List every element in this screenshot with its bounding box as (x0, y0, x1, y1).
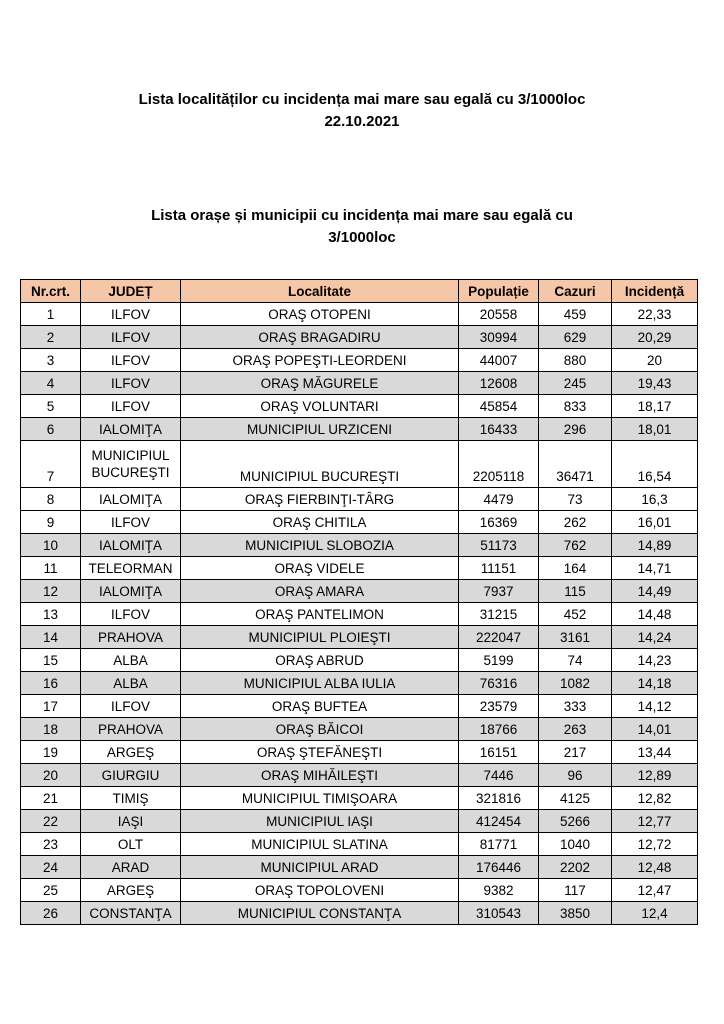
cell-localitate: MUNICIPIUL IAŞI (181, 810, 459, 833)
table-row (21, 672, 698, 695)
cell-judet: ILFOV (81, 695, 181, 718)
cell-judet: CONSTANŢA (81, 902, 181, 925)
cell-judet: ALBA (81, 672, 181, 695)
cell-nr: 24 (21, 856, 81, 879)
table-row (21, 695, 698, 718)
cell-cazuri: 245 (539, 372, 612, 395)
cell-judet: IALOMIŢA (81, 534, 181, 557)
cell-judet: PRAHOVA (81, 626, 181, 649)
table-row (21, 649, 698, 672)
cell-localitate: MUNICIPIUL BUCUREŞTI (181, 441, 459, 488)
cell-nr: 4 (21, 372, 81, 395)
cell-populatie: 310543 (459, 902, 539, 925)
cell-localitate: MUNICIPIUL PLOIEŞTI (181, 626, 459, 649)
cell-incidenta: 12,4 (612, 902, 698, 925)
cell-cazuri: 762 (539, 534, 612, 557)
cell-nr: 2 (21, 326, 81, 349)
cell-cazuri: 96 (539, 764, 612, 787)
cell-cazuri: 262 (539, 511, 612, 534)
cell-populatie: 30994 (459, 326, 539, 349)
cell-localitate: ORAŞ PANTELIMON (181, 603, 459, 626)
table-row (21, 326, 698, 349)
cell-nr: 6 (21, 418, 81, 441)
cell-nr: 25 (21, 879, 81, 902)
cell-incidenta: 14,18 (612, 672, 698, 695)
cell-incidenta: 16,54 (612, 441, 698, 488)
cell-incidenta: 19,43 (612, 372, 698, 395)
cell-incidenta: 14,48 (612, 603, 698, 626)
cell-cazuri: 36471 (539, 441, 612, 488)
cell-nr: 26 (21, 902, 81, 925)
table-row (21, 833, 698, 856)
cell-judet: ARGEŞ (81, 741, 181, 764)
table-row (21, 810, 698, 833)
table-row (21, 718, 698, 741)
subtitle-line-2: 3/1000loc (328, 229, 396, 246)
cell-cazuri: 117 (539, 879, 612, 902)
cell-cazuri: 333 (539, 695, 612, 718)
cell-incidenta: 12,82 (612, 787, 698, 810)
cell-nr: 15 (21, 649, 81, 672)
header-nr: Nr.crt. (21, 280, 81, 303)
cell-populatie: 7446 (459, 764, 539, 787)
cell-localitate: MUNICIPIUL CONSTANŢA (181, 902, 459, 925)
cell-incidenta: 12,47 (612, 879, 698, 902)
cell-incidenta: 16,01 (612, 511, 698, 534)
cell-judet: ARAD (81, 856, 181, 879)
cell-incidenta: 18,17 (612, 395, 698, 418)
cell-nr: 10 (21, 534, 81, 557)
cell-populatie: 31215 (459, 603, 539, 626)
cell-localitate: MUNICIPIUL URZICENI (181, 418, 459, 441)
cell-nr: 5 (21, 395, 81, 418)
cell-cazuri: 3850 (539, 902, 612, 925)
table-subtitle (0, 205, 724, 249)
cell-localitate: ORAŞ ABRUD (181, 649, 459, 672)
title-main: Lista localităților cu incidența mai mare sau egală cu 3/1000loc (138, 91, 586, 108)
header-populatie: Populație (459, 280, 539, 303)
cell-nr: 14 (21, 626, 81, 649)
cell-incidenta: 14,24 (612, 626, 698, 649)
cell-incidenta: 14,89 (612, 534, 698, 557)
cell-populatie: 9382 (459, 879, 539, 902)
cell-judet: ILFOV (81, 372, 181, 395)
cell-localitate: ORAŞ VIDELE (181, 557, 459, 580)
cell-populatie: 44007 (459, 349, 539, 372)
cell-incidenta: 12,72 (612, 833, 698, 856)
cell-incidenta: 14,49 (612, 580, 698, 603)
cell-cazuri: 4125 (539, 787, 612, 810)
table-row (21, 488, 698, 511)
cell-cazuri: 833 (539, 395, 612, 418)
cell-judet: GIURGIU (81, 764, 181, 787)
cell-incidenta: 20,29 (612, 326, 698, 349)
cell-cazuri: 73 (539, 488, 612, 511)
cell-cazuri: 296 (539, 418, 612, 441)
cell-localitate: ORAŞ MĂGURELE (181, 372, 459, 395)
cell-incidenta: 22,33 (612, 303, 698, 326)
header-localitate: Localitate (181, 280, 459, 303)
cell-localitate: MUNICIPIUL ARAD (181, 856, 459, 879)
cell-populatie: 4479 (459, 488, 539, 511)
cell-nr: 11 (21, 557, 81, 580)
cell-cazuri: 217 (539, 741, 612, 764)
table-row (21, 511, 698, 534)
cell-incidenta: 12,77 (612, 810, 698, 833)
cell-cazuri: 2202 (539, 856, 612, 879)
cell-populatie: 222047 (459, 626, 539, 649)
table-header-row (21, 280, 698, 303)
cell-cazuri: 880 (539, 349, 612, 372)
cell-localitate: ORAŞ OTOPENI (181, 303, 459, 326)
cell-populatie: 76316 (459, 672, 539, 695)
cell-populatie: 7937 (459, 580, 539, 603)
cell-incidenta: 14,12 (612, 695, 698, 718)
cell-populatie: 321816 (459, 787, 539, 810)
table-row (21, 603, 698, 626)
table-row (21, 626, 698, 649)
cell-cazuri: 3161 (539, 626, 612, 649)
table-row (21, 557, 698, 580)
cell-cazuri: 459 (539, 303, 612, 326)
cell-judet: ARGEŞ (81, 879, 181, 902)
cell-judet: ALBA (81, 649, 181, 672)
table-row (21, 902, 698, 925)
cell-incidenta: 13,44 (612, 741, 698, 764)
table-row (21, 879, 698, 902)
subtitle-line-1: Lista orașe și municipii cu incidența mai mare sau egală cu (151, 207, 573, 224)
cell-incidenta: 12,89 (612, 764, 698, 787)
cell-populatie: 16151 (459, 741, 539, 764)
cell-localitate: MUNICIPIUL TIMIŞOARA (181, 787, 459, 810)
table-row (21, 372, 698, 395)
cell-nr: 18 (21, 718, 81, 741)
cell-localitate: ORAŞ TOPOLOVENI (181, 879, 459, 902)
cell-nr: 3 (21, 349, 81, 372)
table-row (21, 303, 698, 326)
cell-localitate: ORAŞ POPEŞTI-LEORDENI (181, 349, 459, 372)
cell-localitate: ORAŞ ŞTEFĂNEŞTI (181, 741, 459, 764)
cell-nr: 17 (21, 695, 81, 718)
cell-populatie: 5199 (459, 649, 539, 672)
cell-incidenta: 16,3 (612, 488, 698, 511)
cell-incidenta: 14,01 (612, 718, 698, 741)
table-row (21, 349, 698, 372)
cell-localitate: MUNICIPIUL ALBA IULIA (181, 672, 459, 695)
title-date: 22.10.2021 (324, 113, 400, 130)
cell-cazuri: 5266 (539, 810, 612, 833)
cell-nr: 1 (21, 303, 81, 326)
cell-populatie: 45854 (459, 395, 539, 418)
cell-judet: IAŞI (81, 810, 181, 833)
cell-localitate: ORAŞ BUFTEA (181, 695, 459, 718)
cell-populatie: 12608 (459, 372, 539, 395)
cell-nr: 16 (21, 672, 81, 695)
cell-judet: TELEORMAN (81, 557, 181, 580)
cell-populatie: 2205118 (459, 441, 539, 488)
table-row (21, 534, 698, 557)
cell-cazuri: 1082 (539, 672, 612, 695)
cell-localitate: ORAŞ CHITILA (181, 511, 459, 534)
header-cazuri: Cazuri (539, 280, 612, 303)
table-row (21, 418, 698, 441)
table-row (21, 580, 698, 603)
cell-judet: ILFOV (81, 395, 181, 418)
cell-nr: 9 (21, 511, 81, 534)
incidence-table (20, 279, 698, 925)
cell-judet: ILFOV (81, 349, 181, 372)
cell-nr: 12 (21, 580, 81, 603)
cell-incidenta: 14,71 (612, 557, 698, 580)
header-incidenta: Incidență (612, 280, 698, 303)
cell-judet: OLT (81, 833, 181, 856)
cell-localitate: ORAŞ VOLUNTARI (181, 395, 459, 418)
cell-localitate: ORAŞ BĂICOI (181, 718, 459, 741)
cell-cazuri: 263 (539, 718, 612, 741)
cell-nr: 8 (21, 488, 81, 511)
cell-judet: ILFOV (81, 303, 181, 326)
cell-incidenta: 20 (612, 349, 698, 372)
cell-nr: 13 (21, 603, 81, 626)
table-body (21, 303, 698, 925)
cell-cazuri: 74 (539, 649, 612, 672)
cell-cazuri: 1040 (539, 833, 612, 856)
cell-populatie: 16369 (459, 511, 539, 534)
table-row (21, 856, 698, 879)
cell-localitate: MUNICIPIUL SLATINA (181, 833, 459, 856)
cell-populatie: 176446 (459, 856, 539, 879)
cell-judet: TIMIŞ (81, 787, 181, 810)
cell-judet: IALOMIŢA (81, 488, 181, 511)
cell-populatie: 18766 (459, 718, 539, 741)
table-row (21, 395, 698, 418)
cell-cazuri: 115 (539, 580, 612, 603)
cell-populatie: 81771 (459, 833, 539, 856)
cell-populatie: 11151 (459, 557, 539, 580)
cell-incidenta: 14,23 (612, 649, 698, 672)
cell-judet: IALOMIŢA (81, 580, 181, 603)
cell-localitate: ORAŞ MIHĂILEŞTI (181, 764, 459, 787)
table-row (21, 741, 698, 764)
cell-judet: PRAHOVA (81, 718, 181, 741)
table-row (21, 787, 698, 810)
cell-nr: 19 (21, 741, 81, 764)
cell-localitate: ORAŞ AMARA (181, 580, 459, 603)
cell-cazuri: 164 (539, 557, 612, 580)
cell-judet: ILFOV (81, 326, 181, 349)
cell-nr: 7 (21, 441, 81, 488)
cell-populatie: 412454 (459, 810, 539, 833)
cell-cazuri: 629 (539, 326, 612, 349)
document-title (0, 89, 724, 133)
table-row (21, 764, 698, 787)
cell-judet: MUNICIPIUL BUCUREŞTI (81, 441, 181, 488)
cell-localitate: ORAŞ FIERBINŢI-TÂRG (181, 488, 459, 511)
cell-judet: IALOMIŢA (81, 418, 181, 441)
cell-populatie: 23579 (459, 695, 539, 718)
cell-cazuri: 452 (539, 603, 612, 626)
cell-nr: 23 (21, 833, 81, 856)
cell-nr: 21 (21, 787, 81, 810)
cell-nr: 22 (21, 810, 81, 833)
cell-populatie: 16433 (459, 418, 539, 441)
cell-localitate: ORAŞ BRAGADIRU (181, 326, 459, 349)
cell-populatie: 51173 (459, 534, 539, 557)
table-row (21, 441, 698, 488)
cell-judet: ILFOV (81, 511, 181, 534)
header-judet: JUDEȚ (81, 280, 181, 303)
cell-judet: ILFOV (81, 603, 181, 626)
cell-nr: 20 (21, 764, 81, 787)
cell-localitate: MUNICIPIUL SLOBOZIA (181, 534, 459, 557)
cell-populatie: 20558 (459, 303, 539, 326)
cell-incidenta: 12,48 (612, 856, 698, 879)
cell-incidenta: 18,01 (612, 418, 698, 441)
